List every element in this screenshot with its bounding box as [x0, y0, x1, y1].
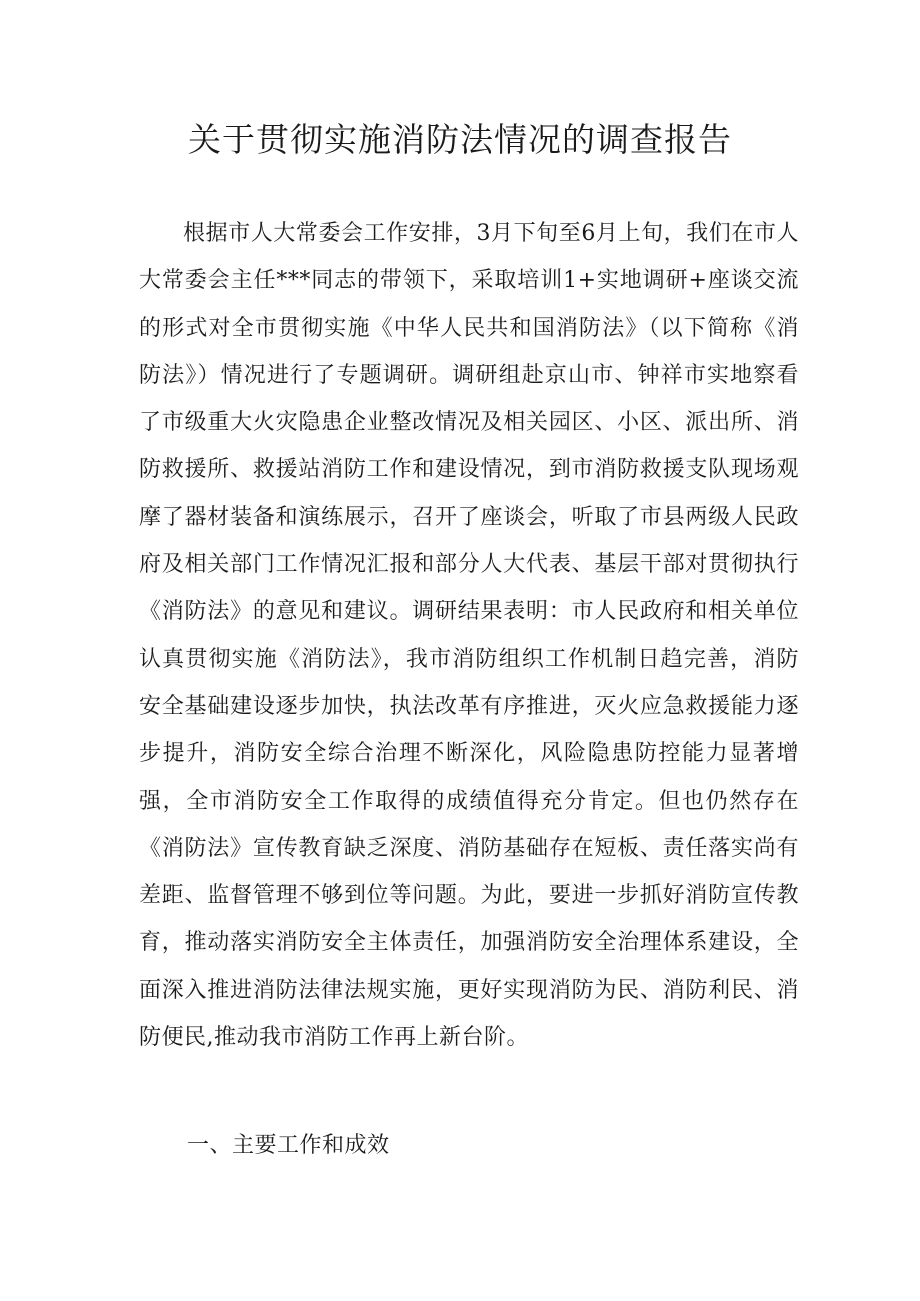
intro-paragraph: 根据市人大常委会工作安排，3月下旬至6月上旬，我们在市人大常委会主任***同志的带领下，采取培训1+实地调研+座谈交流的形式对全市贯彻实施《中华人民共和国消防法》（以下简称《消防法》）情况进行了专题调研。调研组赴京山市、钟祥市实地察看了市级重大火灾隐患企业整改情况及相关园区、小区、派出所、消防救援所、救援站消防工作和建设情况，到市消防救援支队现场观摩了器材装备和演练展示，召开了座谈会，听取了市县两级人民政府及相关部门工作情况汇报和部分人大代表、基层干部对贯彻执行《消防法》的意见和建议。调研结果表明：市人民政府和相关单位认真贯彻实施《消防法》，我市消防组织工作机制日趋完善，消防安全基础建设逐步加快，执法改革有序推进，灭火应急救援能力逐步提升，消防安全综合治理不断深化，风险隐患防控能力显著增强，全市消防安全工作取得的成绩值得充分肯定。但也仍然存在《消防法》宣传教育缺乏深度、消防基础存在短板、责任落实尚有差距、监督管理不够到位等问题。为此，要进一步抓好消防宣传教育，推动落实消防安全主体责任，加强消防安全治理体系建设，全面深入推进消防法律法规实施，更好实现消防为民、消防利民、消防便民,推动我市消防工作再上新台阶。 [139, 221, 799, 1051]
document-title: 关于贯彻实施消防法情况的调查报告 [188, 120, 732, 159]
section-heading: 一、主要工作和成效 [187, 1133, 390, 1158]
